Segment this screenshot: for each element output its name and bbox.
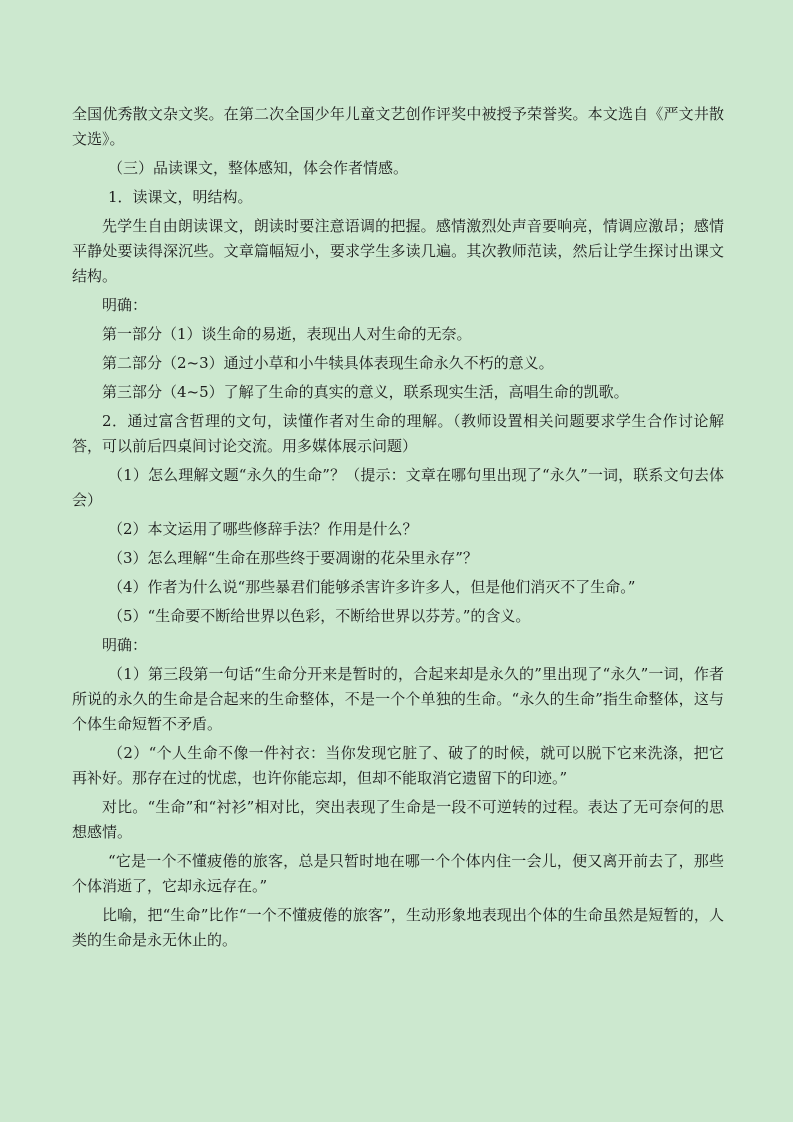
- answer-1: （1）第三段第一句话“生命分开来是暂时的，合起来却是永久的”里出现了“永久”一词，作者所说的永久的生命是合起来的生命整体，不是一个个单独的生命。“永久的生命”指生命整体，这与个体生命短暂不矛盾。: [72, 665, 724, 733]
- answer-2-quote-traveler: “它是一个不懂疲倦的旅客，总是只暂时地在哪一个个体内住一会儿，便又离开前去了，那些个体消逝了，它却永远存在。”: [72, 852, 724, 895]
- step-heading-2: 2．通过富含哲理的文句，读懂作者对生命的理解。（教师设置相关问题要求学生合作讨论解答，可以前后四桌间讨论交流。用多媒体展示问题）: [72, 412, 724, 455]
- question-2: （2）本文运用了哪些修辞手法？作用是什么？: [108, 520, 418, 538]
- document-body: [72, 102, 724, 957]
- question-5: （5）“生命要不断给世界以色彩，不断给世界以芬芳。”的含义。: [108, 607, 531, 625]
- paragraph-intro-continued: 全国优秀散文杂文奖。在第二次全国少年儿童文艺创作评奖中被授予荣誉奖。本文选自《严文井散文选》。: [72, 105, 724, 148]
- question-1: （1）怎么理解文题“永久的生命”？（提示：文章在哪句里出现了“永久”一词，联系文句去体会）: [72, 466, 724, 509]
- answer-2-quote: （2）“个人生命不像一件衬衣：当你发现它脏了、破了的时候，就可以脱下它来洗涤，把它再补好。那存在过的忧虑，也许你能忘却，但却不能取消它遗留下的印迹。”: [72, 744, 724, 787]
- structure-part-1: 第一部分（1）谈生命的易逝，表现出人对生命的无奈。: [102, 325, 472, 343]
- answer-2-metaphor: 比喻，把“生命”比作“一个不懂疲倦的旅客”，生动形象地表现出个体的生命虽然是短暂的，人类的生命是永无休止的。: [72, 906, 724, 949]
- answer-2-contrast: 对比。“生命”和“衬衫”相对比，突出表现了生命是一段不可逆转的过程。表达了无可奈何的思想感情。: [72, 798, 724, 841]
- label-clarify: 明确：: [102, 296, 148, 314]
- structure-part-2: 第二部分（2~3）通过小草和小牛犊具体表现生命永久不朽的意义。: [102, 354, 554, 372]
- question-4: （4）作者为什么说“那些暴君们能够杀害许多许多人，但是他们消灭不了生命。”: [108, 578, 636, 596]
- section-heading-3: （三）品读课文，整体感知，体会作者情感。: [108, 159, 409, 177]
- step-heading-1: 1．读课文，明结构。: [108, 188, 253, 206]
- label-clarify-answers: 明确：: [102, 636, 148, 654]
- question-3: （3）怎么理解“生命在那些终于要凋谢的花朵里永存”？: [108, 549, 478, 567]
- paragraph-reading-method: 先学生自由朗读课文，朗读时要注意语调的把握。感情激烈处声音要响亮，情调应激昂；感情平静处要读得深沉些。文章篇幅短小，要求学生多读几遍。其次教师范读，然后让学生探讨出课文结构。: [72, 217, 724, 285]
- structure-part-3: 第三部分（4~5）了解了生命的真实的意义，联系现实生活，高唱生命的凯歌。: [102, 383, 629, 401]
